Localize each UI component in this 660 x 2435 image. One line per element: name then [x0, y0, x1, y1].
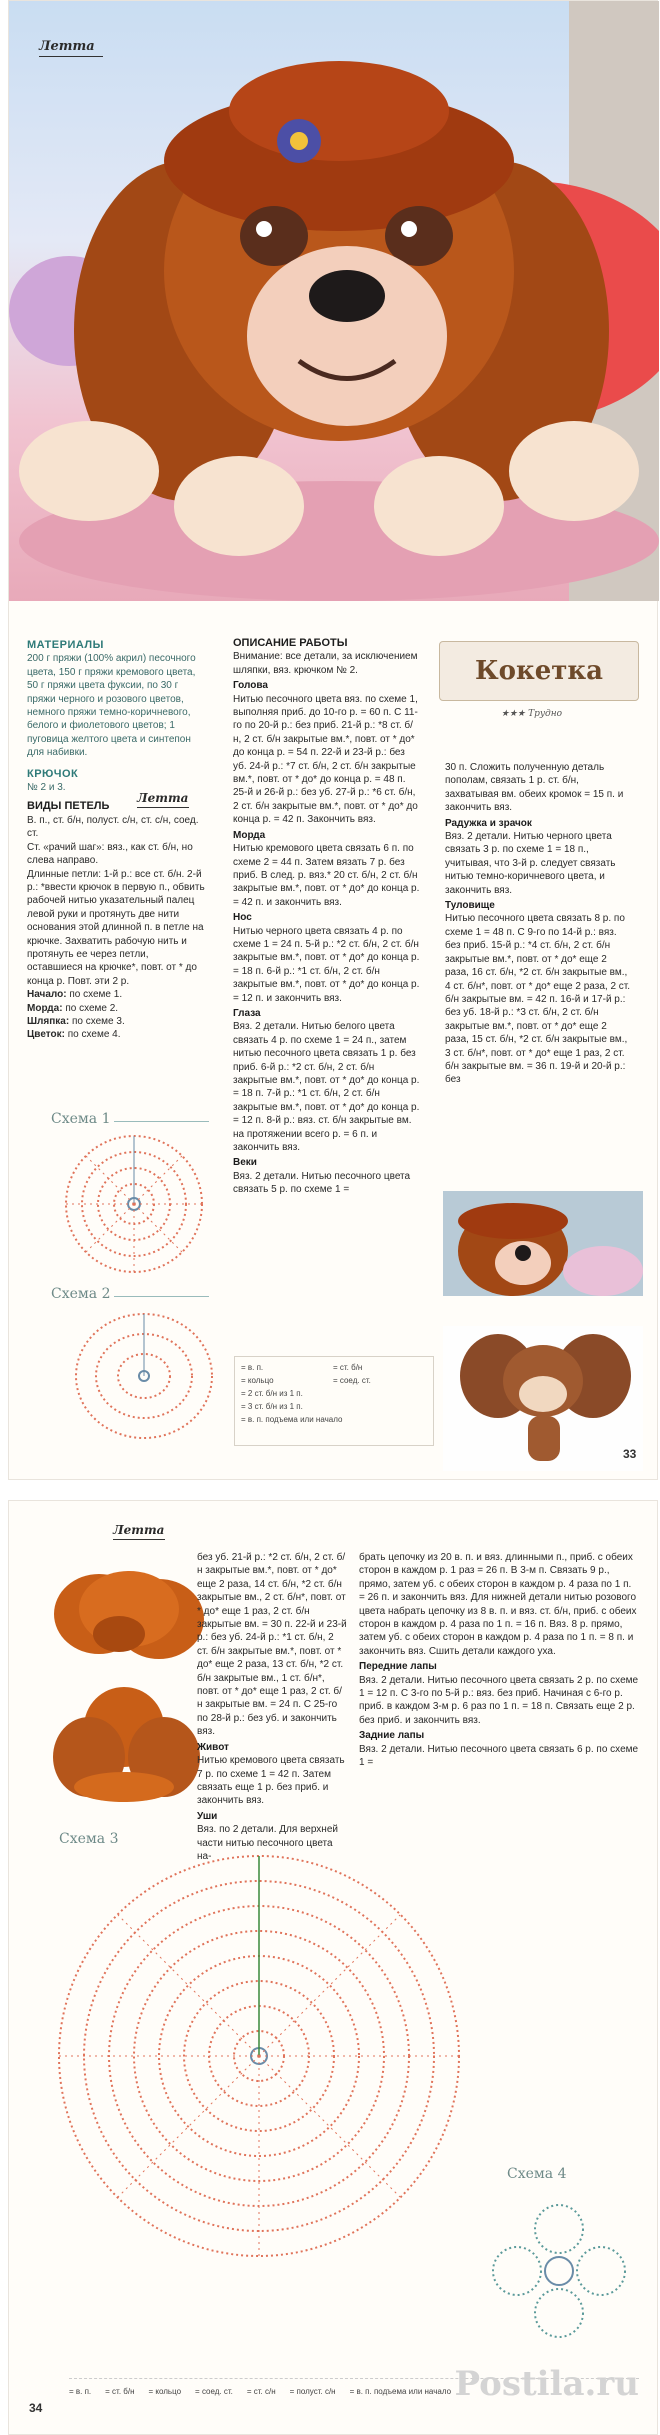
loops-heading: ВИДЫ ПЕТЕЛЬ — [27, 800, 110, 813]
schema-1-title: Схема 1 — [51, 1111, 111, 1127]
left-eye — [240, 206, 308, 266]
eyes-text: Вяз. 2 детали. Нитью белого цвета связать 4 р. по схеме 1 = 24 п., затем нитью песочного цвета связать 1 р. без приб. 6-й р.: *2 ст. б/н, 2 ст. б/н закрытые вм.*, повт. от * до* до конца р. = 18 п. 7-й р.: *1 ст. б/н, 2 ст. б/н закрытые вм.*, повт. от * до* до конца р. = 12 п. 8-й р.: вяз. ст. б/н закрытые вм. на протяжении всего р. = 6 п. и закончить вяз. — [233, 1021, 420, 1154]
page-number-33: 33 — [623, 1447, 637, 1461]
hero-photo-dog — [9, 1, 659, 601]
legend-item: = ст. б/н — [333, 1363, 363, 1372]
hook-text: № 2 и 3. — [27, 782, 66, 794]
ears-heading: Уши — [197, 1810, 218, 1822]
legend-item: = в. п. — [69, 2387, 92, 2396]
head-heading: Голова — [233, 680, 268, 692]
schema-4-diagram — [479, 2191, 639, 2351]
front-paws-text: Вяз. 2 детали. Нитью песочного цвета связать 2 р. по схеме 1 = 12 п. С 3-го по 5-й р.: вяз. без приб. Начиная с 6-го р. приб. в каждом 3-м р. 6 раз по 1 п. = 18 п. Связать еще 2 р. без приб. и закончить вяз. — [359, 1674, 639, 1726]
belly-heading: Живот — [197, 1741, 229, 1753]
schema-2-rule — [114, 1296, 209, 1297]
yellow-button — [290, 132, 308, 150]
legend-item: = ст. с/н — [246, 2387, 276, 2396]
continuation-column — [445, 761, 631, 1087]
legend-item: = в. п. подъема или начало — [241, 1415, 343, 1424]
schema-1-diagram — [49, 1129, 219, 1279]
right-eye — [385, 206, 453, 266]
schema-3-title: Схема 3 — [59, 1831, 119, 1847]
hat-top — [229, 61, 449, 161]
lids-text: Вяз. 2 детали. Нитью песочного цвета связать 5 р. по схеме 1 = — [233, 1170, 411, 1196]
torso-heading: Туловище — [445, 900, 495, 912]
legend-item: = ст. б/н — [105, 2387, 135, 2396]
paw-right-back — [509, 421, 639, 521]
section-label: Летта — [113, 1523, 165, 1540]
loops-text-1: В. п., ст. б/н, полуст. с/н, ст. с/н, соед. ст. — [27, 814, 199, 840]
hook-heading: КРЮЧОК — [27, 767, 79, 780]
section-label: Летта — [39, 39, 103, 57]
iris-text: Вяз. 2 детали. Нитью черного цвета связать 3 р. по схеме 1 = 18 п., учитывая, что 3-й р. следует связать нитью темно-коричневого цвета, и закончить вяз. — [445, 831, 616, 896]
materials-heading: МАТЕРИАЛЫ — [27, 639, 104, 651]
watermark: Postila.ru — [454, 2364, 639, 2404]
materials-text: 200 г пряжи (100% акрил) песочного цвета, 150 г пряжи кремового цвета, 50 г пряжи цвета фуксии, по 30 г пряжи черного и розового цветов, немного пряжи темно-коричневого, белого и фиолетового цветов; 1 пуговица желтого цвета и синтепон для набивки. — [27, 653, 196, 759]
paw-left-front — [174, 456, 304, 556]
monkey-thumbnail — [443, 1326, 643, 1471]
right-eye-shine — [401, 221, 417, 237]
start-item: Шляпка: по схеме 3. — [27, 1015, 125, 1027]
head-text: Нитью песочного цвета вяз. по схеме 1, выполняя приб. до 10-го р. = 60 п. С 11-го по 20-й р.: без приб. 21-й р.: *8 ст. б/н, 2 ст. б/н закрытые вм.*, повт. от * до* до конца р. = 54 п. 22-й и 23-й р.: без уб. 24-й р.: *7 ст. б/н, 2 ст. б/н закрытые вм.*, повт. от * до* до конца р. = 48 п. 25-й и 26-й р.: без уб. 27-й р.: *6 ст. б/н, 2 ст. б/н закрытые вм.*, повт. от * до* до конца р. = 42 п. Закончить вяз. — [233, 693, 418, 826]
materials-column — [27, 631, 205, 1042]
nose-text: Нитью черного цвета связать 4 р. по схеме 1 = 24 п. 5-й р.: *2 ст. б/н, 2 ст. б/н закрытые вм.*, повт. от * до* до конца р. = 18 п. 6-й р.: *1 ст. б/н, 2 ст. б/н закрытые вм.*, повт. от * до* до конца р. = 12 п. и закончить вяз. — [233, 925, 420, 1004]
loops-text-3: Длинные петли: 1-й р.: все ст. б/н. 2-й р.: *ввести крючок в первую п., обвить рабочей нитью указательный палец левой руки и протянуть две нити основания этой длинной п. в петле на крючке. Захватить рабочую нить и протянуть ее через петли, оставшиеся на крючке*, повт. от * до конца р. Повт. эти 2 р. — [27, 868, 205, 987]
work-description-column — [233, 631, 421, 1197]
title-banner: Кокетка — [439, 641, 639, 701]
loops-text-2: Ст. «рачий шаг»: вяз., как ст. б/н, но слева направо. — [27, 841, 193, 867]
legend-item: = кольцо — [148, 2387, 182, 2396]
legend-item: = 3 ст. б/н из 1 п. — [241, 1402, 303, 1411]
ears-continued: брать цепочку из 20 в. п. и вяз. длинными п., приб. с обеих сторон в каждом р. 1 раз = 26 п. В 3-м п. Связать 9 р., прямо, затем уб. с обеих сторон в каждом р. 4 раза по 1 п. = 26 п. и закончить вяз. Для нижней детали нитью розового цвета набрать цепочку из 8 в. п. и вяз. ст. б/н, приб. с обеих сторон в каждом р. 4 раза по 1 п. = 16 п. Вяз. 8 р. прямо, затем уб. с обеих сторон в каждом р. 4 раза по 1 п. = 8 п. и закончить вяз. Сшить детали каждого уха. — [359, 1552, 637, 1657]
torso-text: Нитью песочного цвета связать 8 р. по схеме 1 = 48 п. С 9-го по 14-й р.: вяз. без приб. 15-й р.: *4 ст. б/н, 2 ст. б/н закрытые вм.*, повт. от * до* еще 2 раза, 16 ст. б/н, *2 ст. б/н закрытые вм., 4 ст. б/н*, повт. от * до* еще 2 раза, 2 ст. б/н закрытые вм. = 42 п. 16-й и 17-й р.: без уб. 18-й р.: *3 ст. б/н, 2 ст. б/н закрытые вм.*, повт. от * до* еще 2 раза, 15 ст. б/н, *2 ст. б/н закрытые вм., 3 ст. б/н*, повт. от * до* еще 1 раз, 2 ст. б/н закрытые вм. = 36 п. 19-й и 20-й р.: без — [445, 913, 631, 1086]
legend-item: = в. п. — [241, 1363, 264, 1372]
back-paws-text: Вяз. 2 детали. Нитью песочного цвета связать 6 р. по схеме 1 = — [359, 1743, 639, 1769]
start-list — [27, 988, 205, 1042]
page-34 — [8, 1500, 658, 2435]
eyes-heading: Глаза — [233, 1007, 261, 1019]
ears-continued-column — [359, 1551, 639, 1770]
dog-thumbnail — [443, 1191, 643, 1296]
front-paws-heading: Передние лапы — [359, 1661, 437, 1673]
lids-continued: 30 п. Сложить полученную деталь пополам, связать 1 р. ст. б/н, захватывая вм. обеих кромок = 15 п. и закончить вяз. — [445, 762, 624, 814]
symbol-legend — [234, 1356, 434, 1446]
torso-continued: без уб. 21-й р.: *2 ст. б/н, 2 ст. б/н закрытые вм.*, повт. от * до* еще 2 раза, 14 ст. б/н, *2 ст. б/н закрытые вм., 2 ст. б/н*, повт. от * до* еще 1 раз, 2 ст. б/н закрытые вм. = 30 п. 22-й и 23-й р.: без уб. 24-й р.: *1 ст. б/н, 2 ст. б/н закрытые вм.*, повт. от * до* еще 2 раза, 13 ст. б/н, *2 ст. б/н закрытые вм., 1 ст. б/н*, повт. от * до* еще 1 раз, 2 ст. б/н закрытые вм. = 24 п. С 25-го по 28-й р.: без уб. и закончить вяз. — [197, 1552, 347, 1738]
legend-item: = соед. ст. — [195, 2387, 233, 2396]
legend-item: = соед. ст. — [333, 1376, 371, 1385]
belly-text: Нитью кремового цвета связать 7 р. по схеме 1 = 42 п. Затем связать еще 1 р. без приб. и закончить вяз. — [197, 1755, 345, 1807]
schema-4-title: Схема 4 — [507, 2166, 567, 2182]
page-33 — [8, 0, 658, 1480]
start-item: Цветок: по схеме 4. — [27, 1029, 121, 1041]
paw-left-back — [19, 421, 159, 521]
schema-2-diagram — [69, 1301, 219, 1451]
schema-3-diagram — [44, 1846, 474, 2266]
start-item: Морда: по схеме 2. — [27, 1002, 119, 1014]
start-item: Начало: по схеме 1. — [27, 989, 123, 1001]
lids-heading: Веки — [233, 1157, 257, 1169]
photo-dog-front — [39, 1559, 209, 1669]
left-eye-shine — [256, 221, 272, 237]
page-number-34: 34 — [29, 2401, 43, 2415]
legend-item: = в. п. подъема или начало — [349, 2387, 452, 2396]
photo-dog-small — [443, 1191, 643, 1296]
torso-continued-column — [197, 1551, 347, 1863]
photo-monkey — [443, 1326, 643, 1471]
back-paws-heading: Задние лапы — [359, 1730, 425, 1742]
work-intro: Внимание: все детали, за исключением шляпки, вяз. крючком № 2. — [233, 651, 418, 676]
photo-dog-back — [39, 1677, 209, 1805]
schema-2-title: Схема 2 — [51, 1286, 111, 1302]
paw-right-front — [374, 456, 504, 556]
legend-item: = полуст. с/н — [289, 2387, 336, 2396]
legend-item: = кольцо — [241, 1376, 274, 1385]
inline-label: Летта — [137, 791, 189, 808]
nose — [309, 270, 385, 322]
iris-heading: Радужка и зрачок — [445, 817, 532, 829]
nose-heading: Нос — [233, 912, 252, 924]
work-heading: ОПИСАНИЕ РАБОТЫ — [233, 637, 348, 649]
plush-dog-illustration — [9, 1, 659, 601]
ears-text: Вяз. по 2 детали. Для верхней части нитью песочного цвета на- — [197, 1824, 338, 1862]
legend-item: = 2 ст. б/н из 1 п. — [241, 1389, 303, 1398]
difficulty-label: ★★★ Трудно — [501, 709, 563, 719]
schema-1-rule — [114, 1121, 209, 1122]
muzzle-text: Нитью кремового цвета связать 6 п. по схеме 2 = 44 п. Затем вязать 7 р. без приб. В след. р. вяз.* 20 ст. б/н, 2 ст. б/н закрытые вм.*, повт. от * до* до конца р. = 42 п. и закончить вяз. — [233, 843, 420, 908]
muzzle-heading: Морда — [233, 829, 266, 841]
